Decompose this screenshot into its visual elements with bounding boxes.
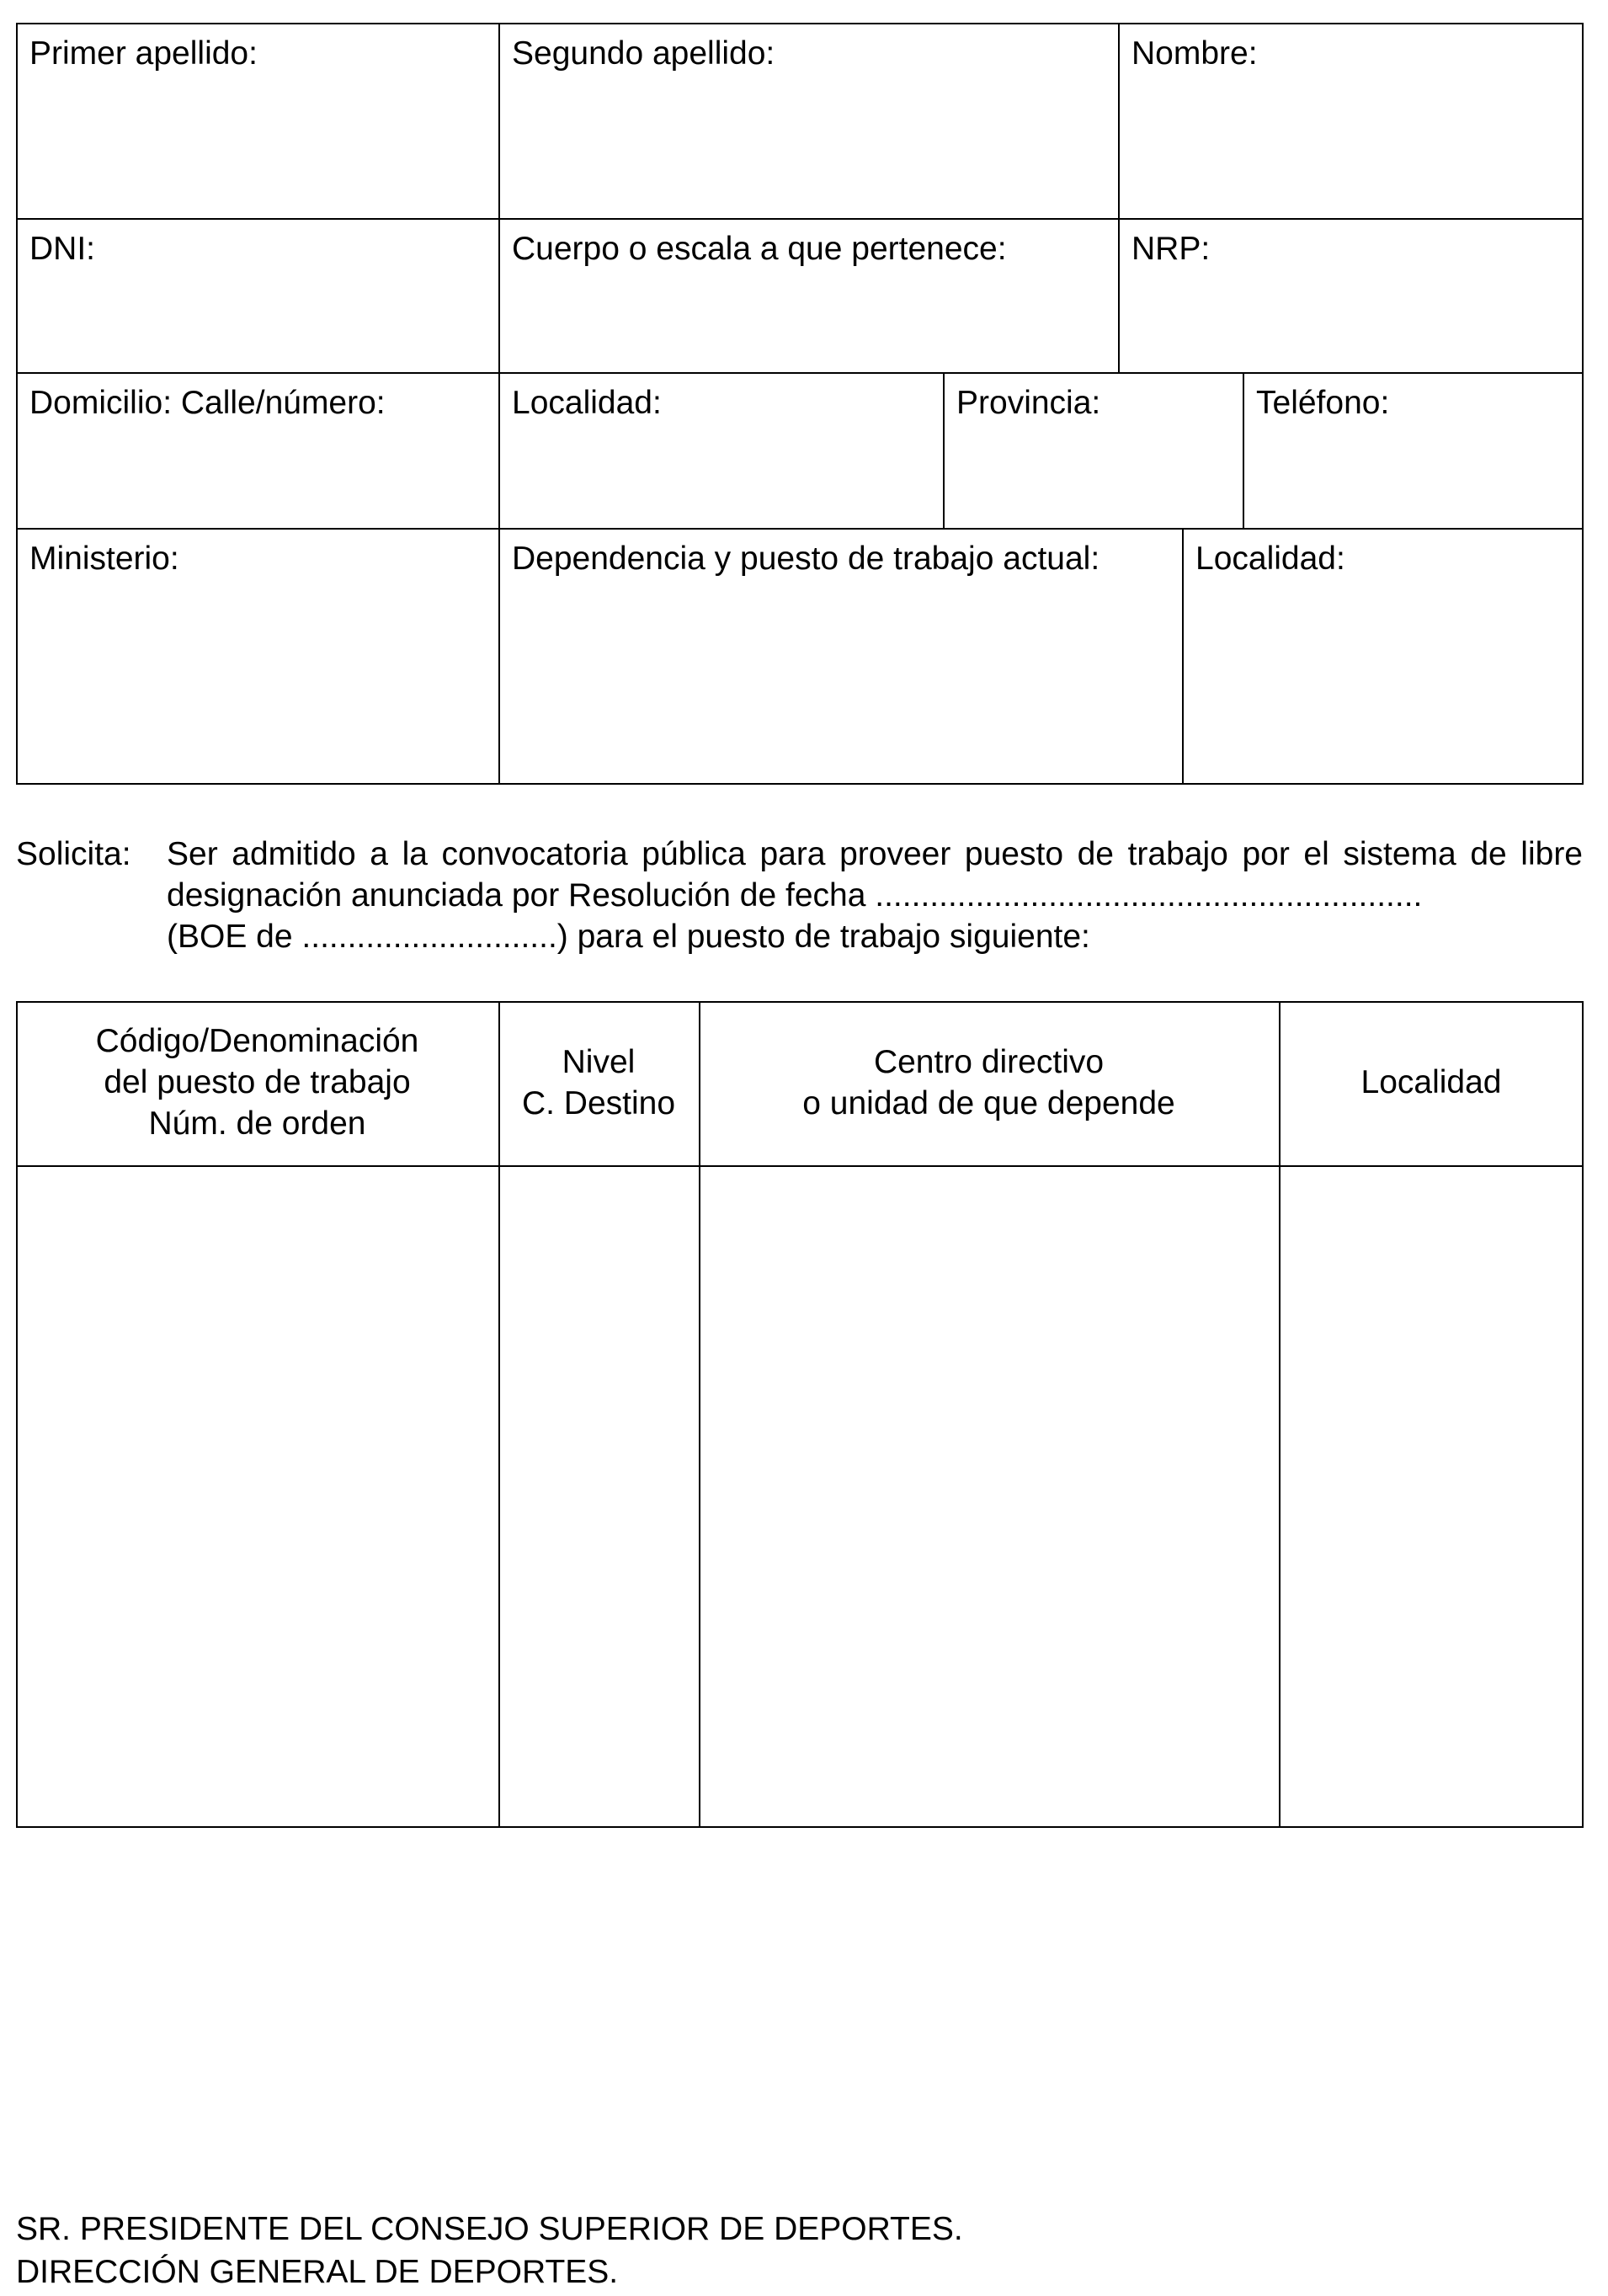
field-label: Nombre:: [1131, 35, 1258, 72]
solicita-label: Solicita:: [16, 836, 131, 872]
field-label: Domicilio: Calle/número:: [29, 385, 386, 421]
nrp-field[interactable]: [1118, 218, 1583, 372]
dependencia-field[interactable]: [498, 528, 1182, 785]
field-label: Localidad:: [1195, 541, 1345, 577]
field-label: Ministerio:: [29, 541, 179, 577]
localidad-trabajo-field[interactable]: [1182, 528, 1583, 785]
column-header-nivel: Nivel C. Destino: [521, 1043, 676, 1121]
ministerio-field[interactable]: [16, 528, 498, 785]
domicilio-field[interactable]: [16, 372, 498, 528]
field-label: NRP:: [1131, 231, 1211, 267]
cuerpo-field[interactable]: [498, 218, 1118, 372]
primer-apellido-field[interactable]: [16, 23, 498, 218]
nombre-field[interactable]: [1118, 23, 1583, 218]
segundo-apellido-field[interactable]: [498, 23, 1118, 218]
solicita-text: [167, 834, 1583, 957]
field-label: Teléfono:: [1256, 385, 1390, 421]
telefono-field[interactable]: [1243, 372, 1583, 528]
localidad-field[interactable]: [498, 372, 943, 528]
addressee: [16, 2208, 963, 2293]
solicita-line2: (BOE de ............................) para el puesto de trabajo siguiente:: [167, 919, 1090, 955]
field-label: Localidad:: [512, 385, 662, 421]
field-label: Segundo apellido:: [512, 35, 775, 72]
provincia-field[interactable]: [943, 372, 1243, 528]
field-label: Provincia:: [956, 385, 1101, 421]
addressee-line1: SR. PRESIDENTE DEL CONSEJO SUPERIOR DE DEPORTES.: [16, 2211, 963, 2247]
table-body-row[interactable]: [16, 1167, 1584, 1827]
dni-field[interactable]: [16, 218, 498, 372]
field-label: Dependencia y puesto de trabajo actual:: [512, 541, 1100, 577]
solicita-paragraph: [16, 834, 1583, 957]
column-header-codigo: Código/Denominación del puesto de trabajo Núm. de orden: [95, 1023, 419, 1142]
field-label: Primer apellido:: [29, 35, 258, 72]
column-header-localidad: Localidad: [1360, 1064, 1502, 1101]
addressee-line2: DIRECCIÓN GENERAL DE DEPORTES.: [16, 2254, 619, 2290]
field-label: DNI:: [29, 231, 95, 267]
field-label: Cuerpo o escala a que pertenece:: [512, 231, 1007, 267]
column-header-centro: Centro directivo o unidad de que depende: [802, 1043, 1175, 1121]
solicita-line1: Ser admitido a la convocatoria pública para proveer puesto de trabajo por el sistema de libre designación anunciada por Resolución de fecha ............................................................: [167, 836, 1583, 914]
